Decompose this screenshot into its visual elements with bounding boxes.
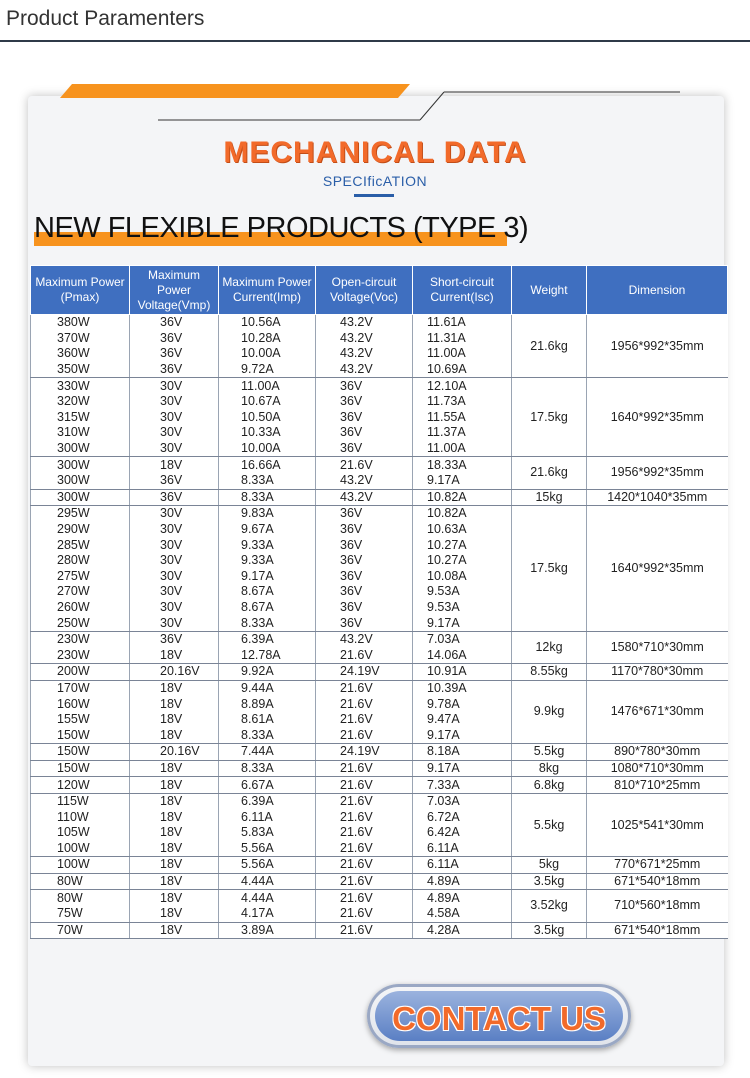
imp-cell: 10.33A [219,425,316,441]
isc-cell: 18.33A [413,457,512,473]
weight-cell: 17.5kg [512,506,587,632]
voc-cell: 36V [316,584,413,600]
isc-cell: 10.39A [413,680,512,696]
pmax-cell: 105W [31,825,130,841]
isc-cell: 10.27A [413,553,512,569]
imp-cell: 8.67A [219,584,316,600]
imp-cell: 9.33A [219,553,316,569]
voc-cell: 24.19V [316,664,413,681]
voc-cell: 36V [316,394,413,410]
imp-cell: 9.92A [219,664,316,681]
imp-cell: 6.39A [219,631,316,647]
voc-cell: 43.2V [316,362,413,378]
dimension-cell: 671*540*18mm [587,922,728,939]
specification-subtitle: SPECIficATION [322,173,428,189]
table-row [31,489,728,506]
isc-cell: 11.00A [413,346,512,362]
isc-cell: 6.72A [413,809,512,825]
isc-cell: 4.28A [413,922,512,939]
pmax-cell: 150W [31,760,130,777]
table-row [31,890,728,906]
pmax-cell: 370W [31,331,130,347]
isc-cell: 14.06A [413,647,512,663]
weight-cell: 15kg [512,489,587,506]
vmp-cell: 18V [130,906,219,922]
vmp-cell: 36V [130,315,219,331]
pmax-cell: 100W [31,857,130,874]
pmax-cell: 360W [31,346,130,362]
isc-cell: 10.27A [413,537,512,553]
voc-cell: 21.6V [316,696,413,712]
imp-cell: 10.00A [219,441,316,457]
weight-cell: 3.5kg [512,873,587,890]
vmp-cell: 18V [130,647,219,663]
imp-cell: 8.33A [219,473,316,489]
imp-cell: 8.89A [219,696,316,712]
deco-line-diag [420,92,444,120]
imp-cell: 4.17A [219,906,316,922]
pmax-cell: 230W [31,631,130,647]
pmax-cell: 120W [31,777,130,794]
isc-cell: 4.58A [413,906,512,922]
imp-cell: 8.67A [219,600,316,616]
imp-cell: 5.83A [219,825,316,841]
dimension-cell: 1956*992*35mm [587,315,728,378]
voc-cell: 21.6V [316,809,413,825]
header-pmax: Maximum Power (Pmax) [31,266,130,315]
weight-cell: 3.52kg [512,890,587,922]
table-body [31,315,728,939]
voc-cell: 43.2V [316,346,413,362]
pmax-cell: 300W [31,457,130,473]
isc-cell: 10.82A [413,489,512,506]
mechanical-data-title: MECHANICAL DATA [223,136,527,169]
imp-cell: 4.44A [219,890,316,906]
voc-cell: 21.6V [316,906,413,922]
pmax-cell: 250W [31,615,130,631]
pmax-cell: 315W [31,410,130,426]
isc-cell: 11.31A [413,331,512,347]
contact-us-button[interactable] [367,984,631,1048]
voc-cell: 36V [316,522,413,538]
voc-cell: 21.6V [316,760,413,777]
isc-cell: 6.42A [413,825,512,841]
isc-cell: 12.10A [413,378,512,394]
vmp-cell: 30V [130,441,219,457]
voc-cell: 21.6V [316,777,413,794]
isc-cell: 8.18A [413,744,512,761]
pmax-cell: 200W [31,664,130,681]
dimension-cell: 1476*671*30mm [587,680,728,743]
imp-cell: 8.33A [219,760,316,777]
page-title: Product Paramenters [6,7,205,30]
weight-cell: 17.5kg [512,378,587,457]
imp-cell: 9.44A [219,680,316,696]
isc-cell: 9.78A [413,696,512,712]
voc-cell: 36V [316,441,413,457]
voc-cell: 36V [316,537,413,553]
isc-cell: 7.03A [413,793,512,809]
voc-cell: 21.6V [316,680,413,696]
imp-cell: 9.17A [219,569,316,585]
table-header-row [31,266,728,315]
vmp-cell: 18V [130,857,219,874]
vmp-cell: 30V [130,615,219,631]
vmp-cell: 18V [130,712,219,728]
imp-cell: 8.61A [219,712,316,728]
pmax-cell: 110W [31,809,130,825]
weight-cell: 21.6kg [512,457,587,489]
table-row [31,777,728,794]
voc-cell: 21.6V [316,712,413,728]
isc-cell: 6.11A [413,841,512,857]
voc-cell: 21.6V [316,457,413,473]
weight-cell: 21.6kg [512,315,587,378]
vmp-cell: 18V [130,777,219,794]
imp-cell: 8.33A [219,727,316,743]
imp-cell: 9.83A [219,506,316,522]
vmp-cell: 18V [130,696,219,712]
pmax-cell: 285W [31,537,130,553]
vmp-cell: 18V [130,809,219,825]
isc-cell: 9.17A [413,615,512,631]
imp-cell: 7.44A [219,744,316,761]
vmp-cell: 18V [130,727,219,743]
table-row [31,506,728,522]
pmax-cell: 300W [31,441,130,457]
table-row [31,315,728,331]
voc-cell: 24.19V [316,744,413,761]
header-imp: Maximum Power Current(Imp) [219,266,316,315]
isc-cell: 11.55A [413,410,512,426]
pmax-cell: 290W [31,522,130,538]
voc-cell: 43.2V [316,473,413,489]
vmp-cell: 30V [130,584,219,600]
vmp-cell: 18V [130,873,219,890]
vmp-cell: 36V [130,331,219,347]
imp-cell: 10.56A [219,315,316,331]
vmp-cell: 18V [130,680,219,696]
voc-cell: 36V [316,569,413,585]
imp-cell: 16.66A [219,457,316,473]
voc-cell: 36V [316,600,413,616]
dimension-cell: 1025*541*30mm [587,793,728,856]
voc-cell: 21.6V [316,727,413,743]
imp-cell: 10.00A [219,346,316,362]
pmax-cell: 100W [31,841,130,857]
dimension-cell: 810*710*25mm [587,777,728,794]
spec-table [30,265,728,939]
table-row [31,857,728,874]
isc-cell: 10.91A [413,664,512,681]
dimension-cell: 671*540*18mm [587,873,728,890]
table-row [31,873,728,890]
pmax-cell: 80W [31,873,130,890]
imp-cell: 4.44A [219,873,316,890]
pmax-cell: 115W [31,793,130,809]
pmax-cell: 155W [31,712,130,728]
dimension-cell: 1170*780*30mm [587,664,728,681]
isc-cell: 11.37A [413,425,512,441]
pmax-cell: 380W [31,315,130,331]
voc-cell: 21.6V [316,922,413,939]
isc-cell: 6.11A [413,857,512,874]
imp-cell: 10.28A [219,331,316,347]
voc-cell: 36V [316,553,413,569]
vmp-cell: 18V [130,793,219,809]
pmax-cell: 230W [31,647,130,663]
table-row [31,378,728,394]
imp-cell: 6.39A [219,793,316,809]
voc-cell: 36V [316,615,413,631]
dimension-cell: 1080*710*30mm [587,760,728,777]
vmp-cell: 36V [130,473,219,489]
weight-cell: 5kg [512,857,587,874]
isc-cell: 9.17A [413,760,512,777]
table-row [31,631,728,647]
vmp-cell: 36V [130,489,219,506]
table-row [31,680,728,696]
vmp-cell: 36V [130,346,219,362]
vmp-cell: 30V [130,537,219,553]
header-weight: Weight [512,266,587,315]
vmp-cell: 30V [130,410,219,426]
table-row [31,922,728,939]
imp-cell: 6.11A [219,809,316,825]
contact-us-label: CONTACT US [392,1000,606,1037]
vmp-cell: 30V [130,394,219,410]
weight-cell: 3.5kg [512,922,587,939]
imp-cell: 9.72A [219,362,316,378]
isc-cell: 10.63A [413,522,512,538]
header-vmp: Maximum Power Voltage(Vmp) [130,266,219,315]
subtitle-underline [354,194,394,197]
pmax-cell: 280W [31,553,130,569]
dimension-cell: 1956*992*35mm [587,457,728,489]
isc-cell: 11.61A [413,315,512,331]
dimension-cell: 710*560*18mm [587,890,728,922]
pmax-cell: 330W [31,378,130,394]
voc-cell: 21.6V [316,873,413,890]
imp-cell: 11.00A [219,378,316,394]
imp-cell: 12.78A [219,647,316,663]
pmax-cell: 270W [31,584,130,600]
imp-cell: 8.33A [219,489,316,506]
imp-cell: 8.33A [219,615,316,631]
weight-cell: 5.5kg [512,744,587,761]
isc-cell: 9.47A [413,712,512,728]
table-row [31,793,728,809]
vmp-cell: 30V [130,522,219,538]
pmax-cell: 300W [31,489,130,506]
dimension-cell: 1640*992*35mm [587,506,728,632]
pmax-cell: 320W [31,394,130,410]
voc-cell: 21.6V [316,825,413,841]
voc-cell: 21.6V [316,857,413,874]
header-dimension: Dimension [587,266,728,315]
pmax-cell: 295W [31,506,130,522]
voc-cell: 21.6V [316,890,413,906]
imp-cell: 5.56A [219,841,316,857]
vmp-cell: 18V [130,760,219,777]
weight-cell: 8.55kg [512,664,587,681]
voc-cell: 36V [316,425,413,441]
dimension-cell: 770*671*25mm [587,857,728,874]
header-decoration [0,0,750,130]
dimension-cell: 1640*992*35mm [587,378,728,457]
pmax-cell: 275W [31,569,130,585]
vmp-cell: 18V [130,825,219,841]
dimension-cell: 890*780*30mm [587,744,728,761]
weight-cell: 5.5kg [512,793,587,856]
vmp-cell: 18V [130,922,219,939]
table-row [31,664,728,681]
voc-cell: 36V [316,410,413,426]
vmp-cell: 36V [130,362,219,378]
voc-cell: 43.2V [316,315,413,331]
isc-cell: 10.82A [413,506,512,522]
isc-cell: 7.33A [413,777,512,794]
vmp-cell: 20.16V [130,744,219,761]
header-isc: Short-circuit Current(Isc) [413,266,512,315]
weight-cell: 8kg [512,760,587,777]
voc-cell: 21.6V [316,793,413,809]
isc-cell: 9.53A [413,600,512,616]
orange-tab-shape [60,84,410,98]
isc-cell: 7.03A [413,631,512,647]
vmp-cell: 36V [130,631,219,647]
pmax-cell: 160W [31,696,130,712]
dimension-cell: 1580*710*30mm [587,631,728,663]
pmax-cell: 75W [31,906,130,922]
vmp-cell: 30V [130,425,219,441]
voc-cell: 36V [316,506,413,522]
pmax-cell: 310W [31,425,130,441]
pmax-cell: 170W [31,680,130,696]
pmax-cell: 300W [31,473,130,489]
weight-cell: 6.8kg [512,777,587,794]
vmp-cell: 30V [130,378,219,394]
isc-cell: 4.89A [413,873,512,890]
pmax-cell: 260W [31,600,130,616]
weight-cell: 12kg [512,631,587,663]
voc-cell: 43.2V [316,631,413,647]
contact-us-button-face[interactable] [375,991,623,1041]
weight-cell: 9.9kg [512,680,587,743]
imp-cell: 10.50A [219,410,316,426]
isc-cell: 9.17A [413,473,512,489]
isc-cell: 4.89A [413,890,512,906]
isc-cell: 10.08A [413,569,512,585]
isc-cell: 10.69A [413,362,512,378]
voc-cell: 21.6V [316,841,413,857]
vmp-cell: 20.16V [130,664,219,681]
pmax-cell: 70W [31,922,130,939]
dimension-cell: 1420*1040*35mm [587,489,728,506]
vmp-cell: 30V [130,569,219,585]
pmax-cell: 150W [31,727,130,743]
pmax-cell: 80W [31,890,130,906]
vmp-cell: 18V [130,890,219,906]
isc-cell: 11.00A [413,441,512,457]
imp-cell: 9.33A [219,537,316,553]
voc-cell: 43.2V [316,331,413,347]
imp-cell: 6.67A [219,777,316,794]
products-title: NEW FLEXIBLE PRODUCTS (TYPE 3) [34,212,529,244]
vmp-cell: 30V [130,506,219,522]
isc-cell: 11.73A [413,394,512,410]
header-voc: Open-circuit Voltage(Voc) [316,266,413,315]
vmp-cell: 18V [130,841,219,857]
imp-cell: 9.67A [219,522,316,538]
table-row [31,744,728,761]
table-row [31,457,728,473]
voc-cell: 43.2V [316,489,413,506]
voc-cell: 36V [316,378,413,394]
imp-cell: 10.67A [219,394,316,410]
vmp-cell: 30V [130,553,219,569]
vmp-cell: 30V [130,600,219,616]
isc-cell: 9.53A [413,584,512,600]
vmp-cell: 18V [130,457,219,473]
table-row [31,760,728,777]
pmax-cell: 350W [31,362,130,378]
imp-cell: 3.89A [219,922,316,939]
isc-cell: 9.17A [413,727,512,743]
imp-cell: 5.56A [219,857,316,874]
pmax-cell: 150W [31,744,130,761]
voc-cell: 21.6V [316,647,413,663]
